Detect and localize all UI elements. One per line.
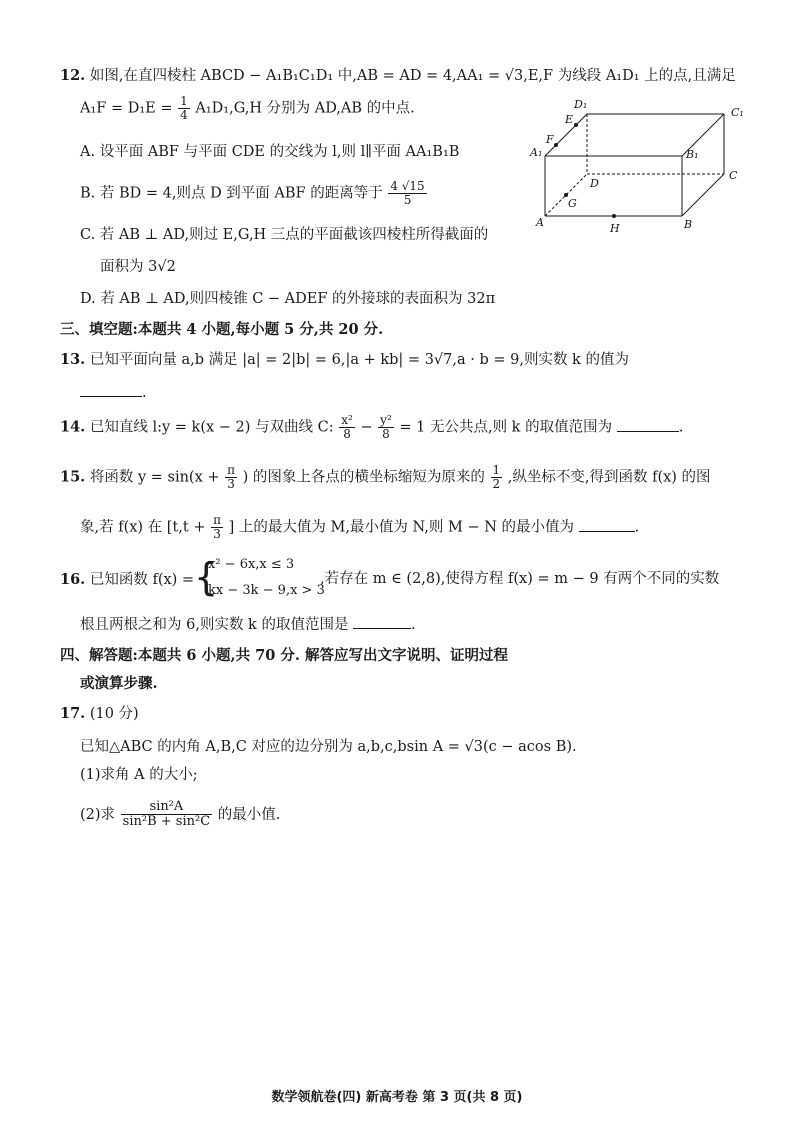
- q15-fraction-pi-2: $\frac{\pi}{3}$: [213, 513, 221, 542]
- q12-option-b: B. 若 BD = 4,则点 D 到平面 ABF 的距离等于 $\frac{4 √15}{5}$: [80, 179, 425, 208]
- q15-line2: 象,若 f(x) 在 [t,t + $\frac{\pi}{3}$ ] 上的最大值为 M,最小值为 N,则 M − N 的最小值为 .: [80, 513, 640, 542]
- q17-fraction: $\frac{\text{sin²A}}{\text{sin²B + sin²C}}$: [122, 799, 211, 830]
- q12-option-d: D. 若 AB ⊥ AD,则四棱锥 C − ADEF 的外接球的表面积为 32π: [80, 291, 496, 307]
- q12-option-a: A. 设平面 ABF 与平面 CDE 的交线为 l,则 l∥平面 AA₁B₁B: [80, 144, 460, 160]
- q15-answer-blank[interactable]: [579, 517, 635, 532]
- label-g: G: [568, 197, 577, 210]
- section-4-heading-line2: 或演算步骤.: [80, 675, 158, 692]
- point-h: [612, 214, 616, 218]
- q12-stem-line1: 如图,在直四棱柱 ABCD − A₁B₁C₁D₁ 中,AB = AD = 4,AA₁ = √3,E,F 为线段 A₁D₁ 上的点,且满足: [89, 68, 736, 84]
- point-e: [574, 123, 578, 127]
- q17-header: [60, 704, 139, 725]
- q16-line1: 16. 已知函数 f(x) =: [60, 571, 195, 588]
- q12-fraction: $\frac{1}{4}$: [180, 94, 188, 123]
- q17-score: (10 分): [89, 706, 139, 722]
- q12-stem-line2b: A₁D₁,G,H 分别为 AD,AB 的中点.: [195, 100, 415, 117]
- label-d: D: [590, 177, 599, 190]
- q16-case-2: kx − 3k − 9,x > 3: [208, 583, 325, 598]
- q16-answer-blank[interactable]: [353, 614, 411, 629]
- label-b1: B₁: [686, 148, 699, 161]
- label-a: A: [536, 216, 544, 229]
- label-e: E: [565, 113, 574, 126]
- q17-part-1: (1)求角 A 的大小;: [80, 767, 198, 783]
- label-b: B: [684, 218, 693, 231]
- q14-line: 14. 已知直线 l:y = k(x − 2) 与双曲线 C: $\frac{\text{x²}}{8}$ − $\frac{\text{y²}}{8}$ = 1 无公共点,则 k 的取值范围为 .: [60, 413, 684, 442]
- q14-answer-blank[interactable]: [617, 417, 679, 432]
- q14-fraction-x: $\frac{\text{x²}}{8}$: [341, 413, 353, 442]
- prism-figure: [528, 96, 760, 236]
- q12-option-c-line1: C. 若 AB ⊥ AD,则过 E,G,H 三点的平面截该四棱柱所得截面的: [80, 227, 489, 243]
- q17-number: 17.: [60, 705, 86, 722]
- q16-line1-post: ,若存在 m ∈ (2,8),使得方程 f(x) = m − 9 有两个不同的实数: [320, 571, 720, 587]
- page-footer: 数学领航卷(四) 新高考卷 第 3 页(共 8 页): [271, 1090, 523, 1105]
- q12-line2: [80, 95, 415, 122]
- q13-answer-blank[interactable]: [80, 382, 142, 397]
- q16-number: 16.: [60, 571, 86, 588]
- label-h: H: [610, 222, 620, 235]
- edge-bc: [682, 174, 724, 216]
- section-3-heading: 三、填空题:本题共 4 小题,每小题 5 分,共 20 分.: [60, 321, 384, 338]
- q12-line1: [60, 66, 736, 87]
- q13-line1: [60, 350, 629, 371]
- q13-text: 已知平面向量 a,b 满足 |a| = 2|b| = 6,|a + kb| = 3√7,a · b = 9,则实数 k 的值为: [89, 352, 629, 368]
- q14-number: 14.: [60, 418, 86, 436]
- q13-number: 13.: [60, 351, 86, 368]
- label-f: F: [546, 133, 554, 146]
- q12-option-b-fraction: $\frac{4 √15}{5}$: [390, 179, 425, 208]
- q15-fraction-half: $\frac{1}{2}$: [492, 463, 501, 492]
- label-c1: C₁: [731, 106, 744, 119]
- q12-number: 12.: [60, 67, 86, 84]
- label-a1: A₁: [530, 146, 543, 159]
- q16-line2: 根且两根之和为 6,则实数 k 的取值范围是 .: [80, 614, 416, 636]
- q17-part-2: (2)求 $\frac{\text{sin²A}}{\text{sin²B + sin²C}}$ 的最小值.: [80, 799, 281, 830]
- q16-brace: {: [194, 555, 219, 599]
- q16-case-1: x² − 6x,x ≤ 3: [208, 557, 295, 572]
- q12-stem-line2a: A₁F = D₁E =: [80, 100, 173, 117]
- q15-number: 15.: [60, 468, 86, 486]
- q15-fraction-pi: $\frac{\pi}{3}$: [227, 463, 236, 492]
- q12-option-c-line2: 面积为 3√2: [100, 259, 176, 275]
- label-c: C: [729, 169, 738, 182]
- point-f: [554, 143, 558, 147]
- q13-line2: .: [80, 382, 147, 404]
- q14-fraction-y: $\frac{\text{y²}}{8}$: [380, 413, 392, 442]
- q15-line1: 15. 将函数 y = sin(x + $\frac{\pi}{3}$ ) 的图象上各点的横坐标缩短为原来的 $\frac{1}{2}$ ,纵坐标不变,得到函数 f(x) 的图: [60, 463, 711, 492]
- q17-stem: 已知△ABC 的内角 A,B,C 对应的边分别为 a,b,c,bsin A = √3(c − acos B).: [80, 739, 577, 755]
- label-d1: D₁: [574, 98, 588, 111]
- section-4-heading-line1: 四、解答题:本题共 6 小题,共 70 分. 解答应写出文字说明、证明过程: [60, 647, 508, 664]
